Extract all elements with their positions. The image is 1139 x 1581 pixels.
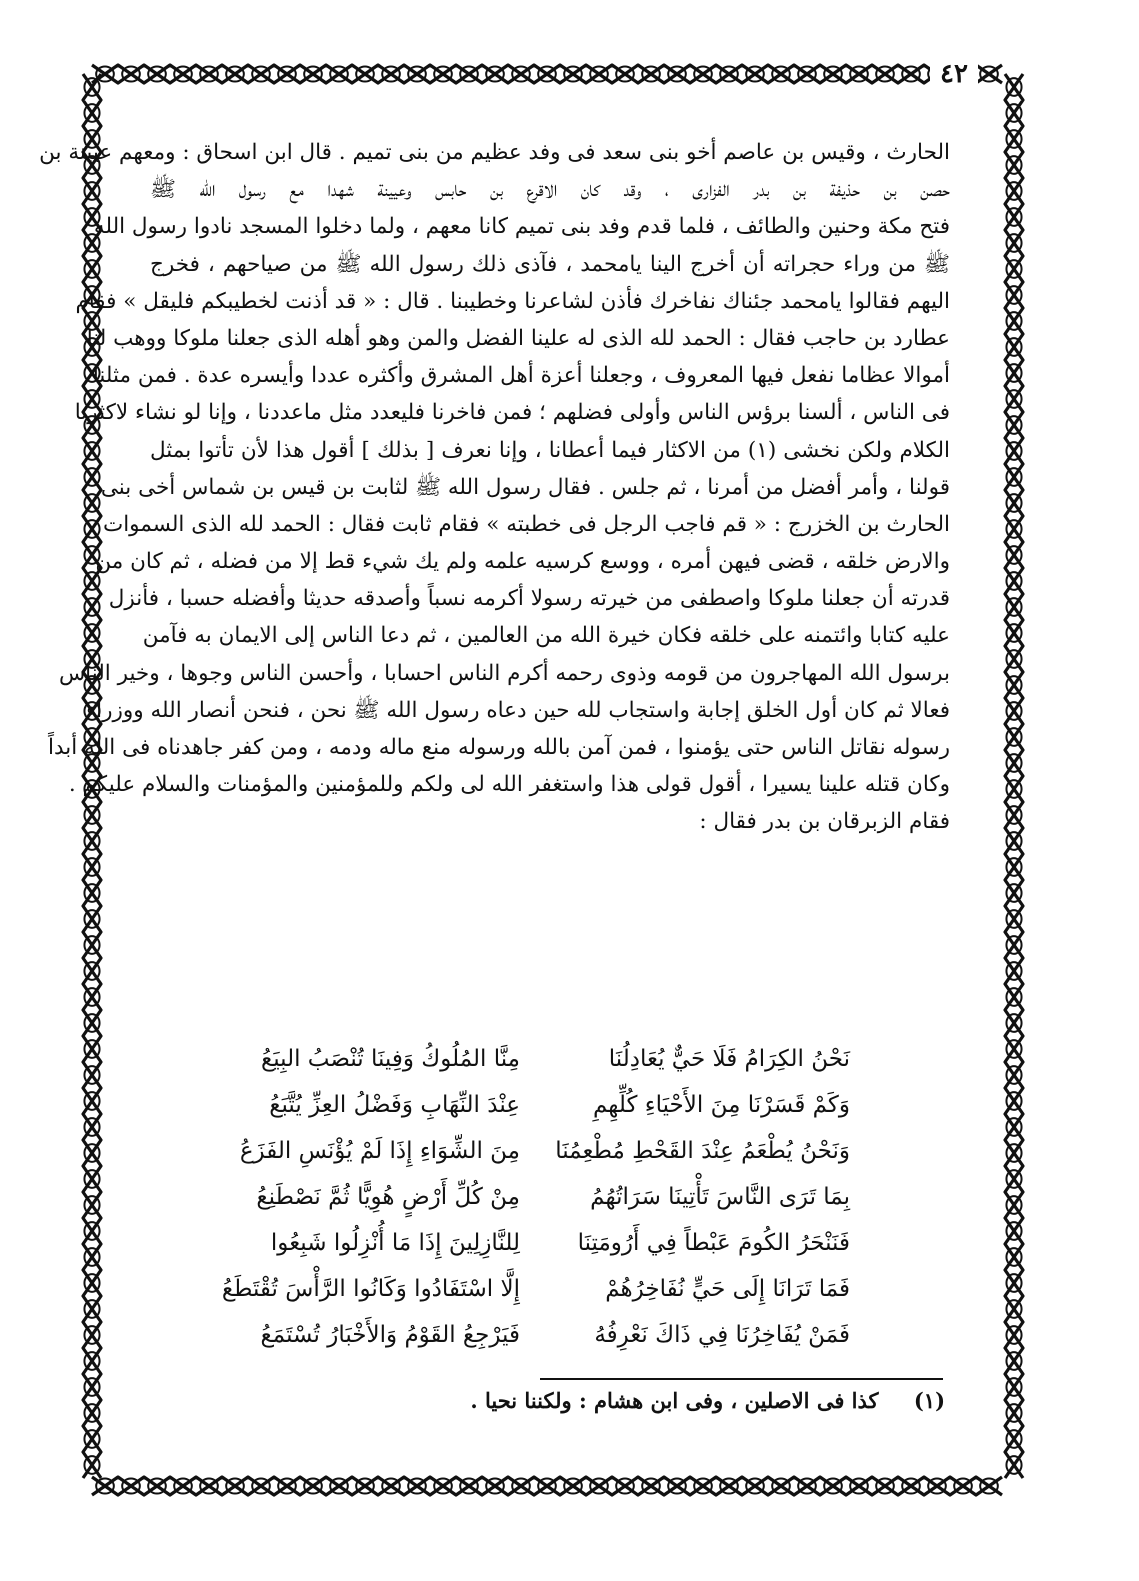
- text-line: اليهم فقالوا يامحمد جئناك نفاخرك فأذن لشاعرنا وخطيبنا . قال : « قد أذنت لخطيبكم فليقل » فقام: [75, 288, 950, 314]
- verse-first-hemistich: نَحْنُ الكِرَامُ فَلَا حَيٌّ يُعَادِلُنَا: [608, 1046, 850, 1072]
- poem-verse: [250, 1082, 850, 1128]
- verse-first-hemistich: فَمَا تَرَانَا إِلَى حَيٍّ نُفَاخِرُهُمْ: [605, 1276, 850, 1302]
- text-line: وكان قتله علينا يسيرا ، أقول قولى هذا واستغفر الله لى ولكم وللمؤمنين والمؤمنات والسلام عليكم .: [68, 772, 950, 798]
- poem-verse: [250, 1036, 850, 1082]
- text-line: فعالا ثم كان أول الخلق إجابة واستجاب لله حين دعاه رسول الله ﷺ نحن ، فنحن أنصار الله ووزراء: [86, 697, 950, 723]
- verse-second-hemistich: إِلَّا اسْتَفَادُوا وَكَانُوا الرَّأْسَ تُقْتَطَعُ: [221, 1276, 520, 1302]
- poem-verse: [250, 1220, 850, 1266]
- verse-second-hemistich: مِنَّا المُلُوكُ وَفِينَا تُنْصَبُ البِيَعُ: [260, 1046, 520, 1072]
- verse-second-hemistich: عِنْدَ النِّهَابِ وَفَضْلُ العِزِّ يُتَّبَعُ: [269, 1092, 520, 1118]
- poem-verse: [250, 1312, 850, 1358]
- verse-first-hemistich: فَمَنْ يُفَاخِرُنَا فِي ذَاكَ نَعْرِفُهُ: [594, 1322, 850, 1348]
- footnote-mark: (١): [913, 1388, 945, 1413]
- verse-second-hemistich: مِنَ الشِّوَاءِ إِذَا لَمْ يُؤْنَسِ الفَزَعُ: [239, 1138, 520, 1164]
- poem-verse: [239, 1128, 850, 1174]
- text-line: عليه كتابا وائتمنه على خلقه فكان خيرة الله من العالمين ، ثم دعا الناس إلى الايمان به فآمن: [142, 623, 950, 649]
- text-line: حصن بن حذيفة بن بدر الفزارى ، وقد كان الاقرع بن حابس وعيينة شهدا مع رسول الله ﷺ: [150, 177, 950, 203]
- text-line: والارض خلقه ، قضى فيهن أمره ، ووسع كرسيه علمه ولم يك شيء قط إلا من فضله ، ثم كان من: [95, 549, 950, 575]
- text-line: الكلام ولكن نخشى (١) من الاكثار فيما أعطانا ، وإنا نعرف [ بذلك ] أقول هذا لأن تأتوا بمثل: [150, 437, 950, 463]
- page-number: ٤٢: [930, 58, 978, 90]
- text-line: رسوله نقاتل الناس حتى يؤمنوا ، فمن آمن بالله ورسوله منع ماله ودمه ، ومن كفر جاهدناه فى الله أبداً: [48, 735, 950, 760]
- text-line: عطارد بن حاجب فقال : الحمد لله الذى له علينا الفضل والمن وهو أهله الذى جعلنا ملوكا ووهب لنا: [86, 325, 950, 351]
- verse-first-hemistich: وَكَمْ قَسَرْنَا مِنَ الأَحْيَاءِ كُلِّهِمِ: [592, 1092, 850, 1118]
- text-line: قولنا ، وأمر أفضل من أمرنا ، ثم جلس . فقال رسول الله ﷺ لثابت بن قيس بن شماس أخى بنى: [100, 474, 950, 500]
- footnote: [440, 1388, 945, 1413]
- text-line: أموالا عظاما نفعل فيها المعروف ، وجعلنا أعزة أهل المشرق وأكثره عددا وأيسره عدة . فمن مثلنا: [92, 363, 950, 389]
- text-line: ﷺ من وراء حجراته أن أخرج الينا يامحمد ، فآذى ذلك رسول الله ﷺ من صياحهم ، فخرج: [150, 251, 950, 277]
- verse-second-hemistich: مِنْ كُلِّ أَرْضٍ هُوِيًّا ثُمَّ نَصْطَنِعُ: [256, 1184, 520, 1210]
- text-line: قدرته أن جعلنا ملوكا واصطفى من خيرته رسولا أكرمه نسباً وأصدقه حديثا وأفضله حسبا ، فأنزل: [108, 586, 950, 612]
- footnote-text: كذا فى الاصلين ، وفى ابن هشام : ولكننا نحيا .: [470, 1388, 879, 1413]
- footnote-divider: [540, 1378, 943, 1380]
- poem: [221, 1036, 850, 1358]
- verse-first-hemistich: وَنَحْنُ يُطْعَمُ عِنْدَ القَحْطِ مُطْعِمُنَا: [555, 1138, 850, 1164]
- verse-first-hemistich: بِمَا تَرَى النَّاسَ تَأْتِينَا سَرَاتُهُمُ: [590, 1184, 850, 1210]
- text-line: فتح مكة وحنين والطائف ، فلما قدم وفد بنى تميم كانا معهم ، ولما دخلوا المسجد نادوا رسول الله: [93, 214, 950, 240]
- text-line: برسول الله المهاجرون من قومه وذوى رحمه أكرم الناس احسابا ، وأحسن الناس وجوها ، وخير الناس: [58, 660, 950, 686]
- text-line: الحارث ، وقيس بن عاصم أخو بنى سعد فى وفد عظيم من بنى تميم . قال ابن اسحاق : ومعهم عيينة بن: [39, 140, 950, 165]
- text-line: فقام الزبرقان بن بدر فقال :: [699, 809, 950, 835]
- text-line: فى الناس ، ألسنا برؤس الناس وأولى فضلهم ؛ فمن فاخرنا فليعدد مثل ماعددنا ، وإنا لو نشاء لاكثرنا: [74, 400, 950, 426]
- verse-first-hemistich: فَنَنْحَرُ الكُومَ عَبْطاً فِي أَرُومَتِنَا: [577, 1230, 850, 1256]
- verse-second-hemistich: لِلنَّازِلِينَ إِذَا مَا أُنْزِلُوا شَبِعُوا: [270, 1230, 520, 1256]
- poem-verse: [250, 1174, 850, 1220]
- verse-second-hemistich: فَيَرْجِعُ القَوْمُ وَالأَخْبَارُ تُسْتَمَعُ: [260, 1322, 520, 1348]
- main-text: [39, 134, 950, 841]
- poem-verse: [221, 1266, 850, 1312]
- text-line: الحارث بن الخزرج : « قم فاجب الرجل فى خطبته » فقام ثابت فقال : الحمد لله الذى السموات: [102, 511, 950, 537]
